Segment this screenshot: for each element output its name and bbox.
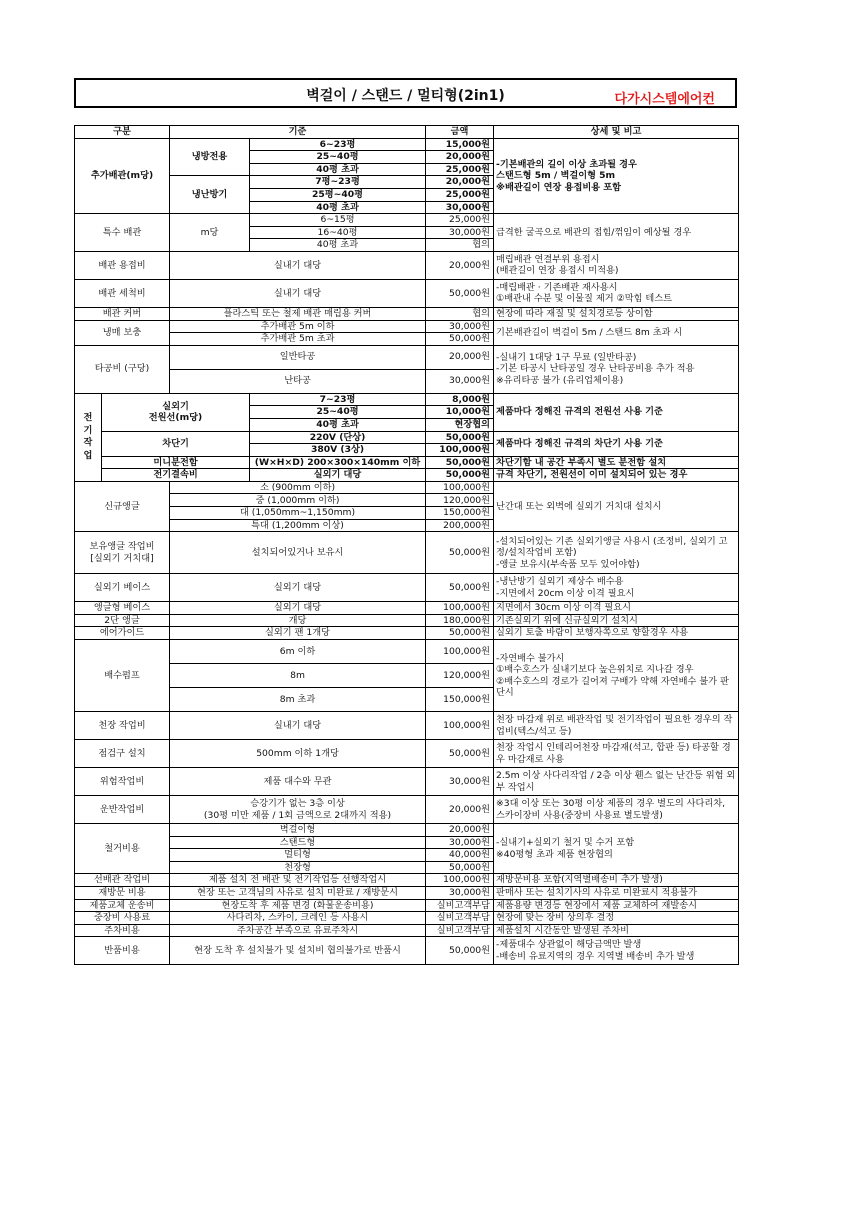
criteria-cell: 설치되어있거나 보유시	[170, 532, 426, 574]
row-category: 선배관 작업비	[75, 874, 170, 887]
note-cell: 현장에 맞는 장비 상의후 결정	[494, 912, 739, 925]
row-category: 신규앵글	[75, 481, 170, 531]
note-cell: 실외기 토출 바람이 보행자쪽으로 향할경우 사용	[494, 627, 739, 640]
criteria-cell: (W×H×D) 200×300×140mm 이하	[250, 456, 426, 469]
price-table	[74, 125, 739, 965]
row-category: 운반작업비	[75, 796, 170, 824]
row-category: 반품비용	[75, 937, 170, 965]
note-cell: 기존실외기 위에 신규실외기 설치시	[494, 614, 739, 627]
amount-cell: 30,000원	[426, 768, 494, 796]
table-row	[75, 912, 739, 925]
amount-cell: 50,000원	[426, 469, 494, 482]
table-row	[75, 924, 739, 937]
amount-cell: 180,000원	[426, 614, 494, 627]
table-row	[75, 874, 739, 887]
note-cell: 기본배관길이 벽걸이 5m / 스탠드 8m 초과 시	[494, 320, 739, 345]
note-cell: -실내기 1대당 1구 무료 (일반타공) -기본 타공시 난타공일 경우 난타공비용 추가 적용 ※유리타공 불가 (유리업체이용)	[494, 345, 739, 393]
row-category: 실외기 베이스	[75, 574, 170, 602]
row-category: 주차비용	[75, 924, 170, 937]
criteria-cell: 380V (3상)	[250, 444, 426, 457]
criteria-cell: 40평 초과	[250, 163, 426, 176]
sub-category: 냉방전용	[170, 138, 250, 176]
note-cell: ※3대 이상 또는 30평 이상 제품의 경우 별도의 사다리차, 스카이장비 사용(중장비 사용료 별도발생)	[494, 796, 739, 824]
table-row	[75, 712, 739, 740]
row-category: 타공비 (구당)	[75, 345, 170, 393]
row-category: 앵글형 베이스	[75, 602, 170, 615]
amount-cell: 120,000원	[426, 494, 494, 507]
amount-cell: 50,000원	[426, 431, 494, 444]
header-criteria: 기준	[170, 126, 426, 139]
table-row	[75, 937, 739, 965]
sub-category: 차단기	[102, 431, 250, 456]
note-cell: -설치되어있는 기존 실외기앵글 사용시 (조정비, 실외기 고정/설치작업비 포함) -앵글 보유시(부속품 모두 있어야함)	[494, 532, 739, 574]
amount-cell: 50,000원	[426, 937, 494, 965]
amount-cell: 실비고객부담	[426, 899, 494, 912]
amount-cell: 협의	[426, 307, 494, 320]
amount-cell: 30,000원	[426, 836, 494, 849]
amount-cell: 50,000원	[426, 456, 494, 469]
criteria-cell: 7~23평	[250, 393, 426, 406]
criteria-cell: 현장 또는 고객님의 사유로 설치 미완료 / 재방문시	[170, 887, 426, 900]
amount-cell: 25,000원	[426, 163, 494, 176]
criteria-cell: 대 (1,050mm~1,150mm)	[170, 507, 426, 520]
note-cell: 제품용량 변경등 현장에서 제품 교체하여 재발송시	[494, 899, 739, 912]
row-category: 배관 세척비	[75, 279, 170, 307]
criteria-cell: 6~23평	[250, 138, 426, 151]
amount-cell: 200,000원	[426, 519, 494, 532]
table-row	[75, 532, 739, 574]
amount-cell: 실비고객부담	[426, 924, 494, 937]
table-row	[75, 345, 739, 369]
amount-cell: 150,000원	[426, 688, 494, 712]
sub-category: 실외기 전원선(m당)	[102, 393, 250, 431]
amount-cell: 15,000원	[426, 138, 494, 151]
amount-cell: 50,000원	[426, 333, 494, 346]
criteria-cell: 16~40평	[250, 226, 426, 239]
note-cell: -기본배관의 길이 이상 초과될 경우 스탠드형 5m / 벽걸이형 5m ※배관길이 연장 용접비용 포함	[494, 138, 739, 214]
note-cell: -냉난방기 실외기 제상수 배수용 -지면에서 20cm 이상 이격 필요시	[494, 574, 739, 602]
row-category: 배관 용접비	[75, 251, 170, 279]
amount-cell: 100,000원	[426, 481, 494, 494]
criteria-cell: 플라스틱 또는 철제 배관 매립용 커버	[170, 307, 426, 320]
amount-cell: 20,000원	[426, 176, 494, 189]
amount-cell: 20,000원	[426, 151, 494, 164]
note-cell: 2.5m 이상 사다리작업 / 2층 이상 휀스 없는 난간등 위험 외부 작업시	[494, 768, 739, 796]
amount-cell: 50,000원	[426, 627, 494, 640]
amount-cell: 50,000원	[426, 740, 494, 768]
electric-category: 전 기 작 업	[75, 393, 102, 481]
amount-cell: 현장협의	[426, 418, 494, 431]
row-category: 천장 작업비	[75, 712, 170, 740]
row-category: 위험작업비	[75, 768, 170, 796]
note-cell: 제품설치 시간동안 발생된 주차비	[494, 924, 739, 937]
amount-cell: 100,000원	[426, 444, 494, 457]
criteria-cell: 220V (단상)	[250, 431, 426, 444]
note-cell: 판매사 또는 설치기사의 사유로 미완료시 적용불가	[494, 887, 739, 900]
criteria-cell: 제품 대수와 무관	[170, 768, 426, 796]
criteria-cell: 멀티형	[170, 849, 426, 862]
amount-cell: 10,000원	[426, 406, 494, 419]
table-header-row	[75, 126, 739, 139]
criteria-cell: 40평 초과	[250, 201, 426, 214]
note-cell: 규격 차단기, 전원선이 이미 설치되어 있는 경우	[494, 469, 739, 482]
note-cell: 재방문비용 포함(지역별배송비 추가 발생)	[494, 874, 739, 887]
amount-cell: 20,000원	[426, 345, 494, 369]
criteria-cell: 실내기 대당	[170, 279, 426, 307]
criteria-cell: 실외기 대당	[170, 574, 426, 602]
amount-cell: 50,000원	[426, 532, 494, 574]
amount-cell: 100,000원	[426, 712, 494, 740]
note-cell: 천장 작업시 인테리어천장 마감재(석고, 합판 등) 타공할 경우 마감재로 사용	[494, 740, 739, 768]
note-cell: 천장 마감재 위로 배관작업 및 전기작업이 필요한 경우의 작업비(텍스/석고 등)	[494, 712, 739, 740]
table-row	[75, 887, 739, 900]
criteria-cell: 현장 도착 후 설치불가 및 설치비 협의불가로 반품시	[170, 937, 426, 965]
criteria-cell: 7평~23평	[250, 176, 426, 189]
criteria-cell: 25평~40평	[250, 188, 426, 201]
row-category: 에어가이드	[75, 627, 170, 640]
table-row	[75, 469, 739, 482]
amount-cell: 30,000원	[426, 887, 494, 900]
amount-cell: 30,000원	[426, 226, 494, 239]
row-category: 재방문 비용	[75, 887, 170, 900]
amount-cell: 20,000원	[426, 824, 494, 837]
table-row	[75, 393, 739, 406]
table-row	[75, 824, 739, 837]
note-cell: 지면에서 30cm 이상 이격 필요시	[494, 602, 739, 615]
note-cell: -실내기+실외기 철거 및 수거 포함 ※40평형 초과 제품 현장협의	[494, 824, 739, 874]
criteria-cell: 40평 초과	[250, 418, 426, 431]
criteria-cell: 8m 초과	[170, 688, 426, 712]
amount-cell: 30,000원	[426, 369, 494, 393]
table-row	[75, 899, 739, 912]
table-row	[75, 602, 739, 615]
sub-category: 냉난방기	[170, 176, 250, 214]
criteria-cell: 6~15평	[250, 214, 426, 227]
amount-cell: 협의	[426, 239, 494, 252]
table-row	[75, 320, 739, 333]
note-cell: -제품대수 상관없이 해당금액만 발생 -배송비 유료지역의 경우 지역별 배송비 추가 발생	[494, 937, 739, 965]
criteria-cell: 주차공간 부족으로 유료주차시	[170, 924, 426, 937]
row-category: 보유앵글 작업비 [실외기 거치대]	[75, 532, 170, 574]
row-category: 철거비용	[75, 824, 170, 874]
table-row	[75, 214, 739, 227]
amount-cell: 25,000원	[426, 214, 494, 227]
criteria-cell: 특대 (1,200mm 이상)	[170, 519, 426, 532]
criteria-cell: 소 (900mm 이하)	[170, 481, 426, 494]
amount-cell: 50,000원	[426, 861, 494, 874]
note-cell: -매립배관 · 기존배관 재사용시 ①배관내 수분 및 이물질 제거 ②막힘 테스트	[494, 279, 739, 307]
row-category: 추가배관(m당)	[75, 138, 170, 214]
criteria-cell: 실외기 대당	[170, 602, 426, 615]
criteria-cell: 8m	[170, 664, 426, 688]
header-note: 상세 및 비고	[494, 126, 739, 139]
header-category: 구분	[75, 126, 170, 139]
table-row	[75, 251, 739, 279]
table-row	[75, 627, 739, 640]
criteria-cell: 개당	[170, 614, 426, 627]
amount-cell: 20,000원	[426, 796, 494, 824]
amount-cell: 30,000원	[426, 201, 494, 214]
criteria-cell: 현장도착 후 제품 변경 (화물운송비용)	[170, 899, 426, 912]
criteria-cell: 중 (1,000mm 이하)	[170, 494, 426, 507]
row-category: 2단 앵글	[75, 614, 170, 627]
criteria-cell: 6m 이하	[170, 640, 426, 664]
amount-cell: 50,000원	[426, 574, 494, 602]
table-row	[75, 138, 739, 151]
table-row	[75, 640, 739, 664]
sub-category: 미니분전함	[102, 456, 250, 469]
amount-cell: 100,000원	[426, 640, 494, 664]
table-row	[75, 481, 739, 494]
amount-cell: 20,000원	[426, 251, 494, 279]
criteria-cell: 25~40평	[250, 151, 426, 164]
note-cell: 난간대 또는 외벽에 실외기 거치대 설치시	[494, 481, 739, 531]
note-cell: 차단기함 내 공간 부족시 별도 분전함 설치	[494, 456, 739, 469]
amount-cell: 30,000원	[426, 320, 494, 333]
amount-cell: 120,000원	[426, 664, 494, 688]
amount-cell: 50,000원	[426, 279, 494, 307]
document-header	[74, 78, 737, 108]
brand-name: 다가시스템에어컨	[614, 92, 715, 107]
criteria-cell: 25~40평	[250, 406, 426, 419]
header-amount: 금액	[426, 126, 494, 139]
criteria-cell: 실내기 대당	[170, 712, 426, 740]
criteria-cell: 추가배관 5m 이하	[170, 320, 426, 333]
table-row	[75, 796, 739, 824]
table-row	[75, 574, 739, 602]
criteria-cell: 천장형	[170, 861, 426, 874]
table-row	[75, 279, 739, 307]
criteria-cell: 40평 초과	[250, 239, 426, 252]
note-cell: 매립배관 연결부위 용접시 (배관길이 연장 용접시 미적용)	[494, 251, 739, 279]
note-cell: 제품마다 정해진 규격의 차단기 사용 기준	[494, 431, 739, 456]
amount-cell: 100,000원	[426, 874, 494, 887]
note-cell: -자연배수 불가시 ①배수호스가 실내기보다 높은위치로 지나갈 경우 ②배수호스의 경로가 길어져 구배가 약해 자연배수 불가 판단시	[494, 640, 739, 712]
row-category: 점검구 설치	[75, 740, 170, 768]
row-category: 중장비 사용료	[75, 912, 170, 925]
table-row	[75, 431, 739, 444]
row-category: 배관 커버	[75, 307, 170, 320]
amount-cell: 실비고객부담	[426, 912, 494, 925]
note-cell: 제품마다 정해진 규격의 전원선 사용 기준	[494, 393, 739, 431]
row-category: 제품교체 운송비	[75, 899, 170, 912]
criteria-cell: 실외기 대당	[250, 469, 426, 482]
table-row	[75, 307, 739, 320]
criteria-cell: 사다리차, 스카이, 크레인 등 사용시	[170, 912, 426, 925]
note-cell: 급격한 굴곡으로 배관의 접힘/꺾임이 예상될 경우	[494, 214, 739, 252]
table-row	[75, 768, 739, 796]
page-title: 벽걸이 / 스탠드 / 멀티형(2in1)	[306, 88, 505, 104]
amount-cell: 8,000원	[426, 393, 494, 406]
criteria-cell: 제품 설치 전 배관 및 전기작업등 선행작업시	[170, 874, 426, 887]
criteria-cell: 추가배관 5m 초과	[170, 333, 426, 346]
row-category: 배수펌프	[75, 640, 170, 712]
criteria-cell: 500mm 이하 1개당	[170, 740, 426, 768]
sub-category: m당	[170, 214, 250, 252]
sub-category: 전기결속비	[102, 469, 250, 482]
criteria-cell: 일반타공	[170, 345, 426, 369]
criteria-cell: 스탠드형	[170, 836, 426, 849]
row-category: 특수 배관	[75, 214, 170, 252]
table-row	[75, 456, 739, 469]
row-category: 냉매 보충	[75, 320, 170, 345]
criteria-cell: 승강기가 없는 3층 이상 (30평 미만 제품 / 1회 금액으로 2대까지 적용)	[170, 796, 426, 824]
amount-cell: 25,000원	[426, 188, 494, 201]
amount-cell: 40,000원	[426, 849, 494, 862]
table-row	[75, 740, 739, 768]
criteria-cell: 실내기 대당	[170, 251, 426, 279]
criteria-cell: 실외기 팬 1개당	[170, 627, 426, 640]
table-row	[75, 614, 739, 627]
amount-cell: 150,000원	[426, 507, 494, 520]
criteria-cell: 벽걸이형	[170, 824, 426, 837]
amount-cell: 100,000원	[426, 602, 494, 615]
criteria-cell: 난타공	[170, 369, 426, 393]
note-cell: 현장에 따라 재질 및 설치경로등 상이함	[494, 307, 739, 320]
